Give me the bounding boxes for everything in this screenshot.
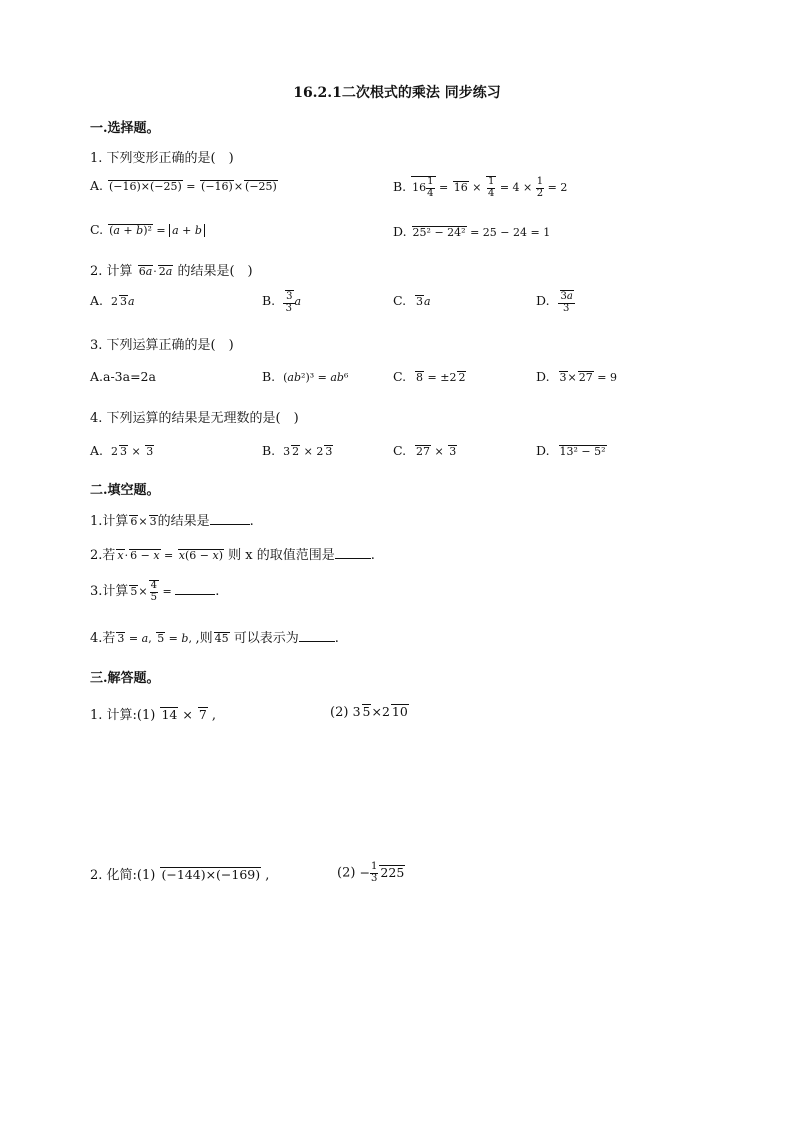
fill-4-mid: ,则	[195, 631, 213, 646]
question-4-option-d: D. 13² − 5²	[536, 443, 606, 458]
page-title: 16.2.1二次根式的乘法 同步练习	[293, 85, 501, 101]
question-4-option-a: A. 2 3 × 3	[90, 443, 154, 458]
solve-question-1: 1. 计算:(1) 14 × 7 ,	[90, 707, 217, 723]
fill-1-pre: 1.计算	[90, 514, 129, 529]
solve-2-pre: 2. 化简:(1)	[90, 868, 156, 883]
fill-2-pre: 2.若	[90, 548, 116, 563]
option-label: C.	[393, 443, 407, 458]
option-label: D.	[536, 293, 550, 308]
fill-2-mid: 则 x 的取值范围是	[228, 548, 335, 563]
fill-question-4: 4.若 3 = a, 5 = b, ,则 45 可以表示为 .	[90, 631, 339, 646]
question-3-option-c: C. 8 = ±2 2	[393, 369, 466, 384]
option-label: A.	[90, 443, 104, 458]
question-1-option-b: B. 16 $\frac{1}{4}$ = 16 × $\frac{1}{4}$ = 4 × $\frac{1}{2}$ = 2	[393, 176, 568, 199]
fill-1-post: 的结果是	[157, 514, 210, 529]
question-2-option-c: C. 3a	[393, 293, 431, 308]
option-label: C.	[90, 222, 104, 237]
option-label: B.	[262, 443, 276, 458]
solve-question-2-part-2: (2) − $\frac{1}{3}$ 225	[337, 861, 405, 884]
answer-blank[interactable]	[335, 558, 371, 559]
option-label: B.	[262, 369, 276, 384]
answer-blank[interactable]	[299, 641, 335, 642]
option-label: B.	[393, 179, 407, 194]
section-heading-choice: 一.选择题。	[90, 121, 160, 136]
fill-3-pre: 3.计算	[90, 584, 129, 599]
answer-blank[interactable]	[175, 594, 215, 595]
question-4-option-b: B. 3 2 × 2 3	[262, 443, 333, 458]
fill-4-pre: 4.若	[90, 631, 116, 646]
fill-question-2: 2.若 x· 6 − x = x(6 − x) 则 x 的取值范围是 .	[90, 548, 375, 563]
option-label: A.	[90, 293, 104, 308]
solve-1-pre: 1. 计算:(1)	[90, 708, 156, 723]
question-2-option-a: A. 2 3a	[90, 293, 135, 308]
section-heading-solve: 三.解答题。	[90, 671, 160, 686]
question-4-stem: 4. 下列运算的结果是无理数的是( )	[90, 411, 299, 426]
fill-question-1: 1.计算 6× 3的结果是 .	[90, 514, 254, 529]
question-3-option-d: D. 3× 27 = 9	[536, 369, 617, 384]
question-2-stem: 2. 计算 6a· 2a 的结果是( )	[90, 264, 253, 279]
question-1-option-c: C. (a + b)² = a + b	[90, 222, 205, 237]
option-label: C.	[393, 369, 407, 384]
question-3-stem: 3. 下列运算正确的是( )	[90, 338, 234, 353]
question-1-option-a: A. (−16)×(−25) = (−16)× (−25)	[90, 178, 277, 193]
question-2-stem-pre: 2. 计算	[90, 264, 133, 279]
question-1-stem: 1. 下列变形正确的是( )	[90, 151, 234, 166]
option-label: A.	[90, 178, 104, 193]
option-label: D.	[393, 224, 407, 239]
solve-question-2: 2. 化简:(1) (−144)×(−169) ,	[90, 867, 270, 883]
option-label: B.	[262, 293, 276, 308]
question-3-option-b: B. (ab²)³ = ab⁶	[262, 369, 349, 384]
fill-4-post: 可以表示为	[233, 631, 299, 646]
solve-2-part2-label: (2)	[337, 865, 356, 881]
solve-question-1-part-2: (2) 3 5×2 10	[330, 704, 408, 720]
section-heading-fill: 二.填空题。	[90, 483, 160, 498]
question-2-option-d: D. $\frac{3a}{3}$	[536, 291, 573, 314]
question-3-option-a: A.a-3a=2a	[90, 369, 156, 384]
solve-1-part2-label: (2)	[330, 705, 349, 720]
question-4-option-c: C. 27 × 3	[393, 443, 457, 458]
fill-question-3: 3.计算 5× $\frac{4}{5}$ = .	[90, 580, 220, 603]
question-1-option-d: D. 25² − 24² = 25 − 24 = 1	[393, 224, 551, 239]
question-2-option-b: B. $\frac{3}{3}$ a	[262, 291, 302, 314]
question-2-stem-post: 的结果是( )	[177, 264, 253, 279]
answer-blank[interactable]	[210, 524, 250, 525]
option-label: C.	[393, 293, 407, 308]
option-label: D.	[536, 443, 550, 458]
option-label: D.	[536, 369, 550, 384]
